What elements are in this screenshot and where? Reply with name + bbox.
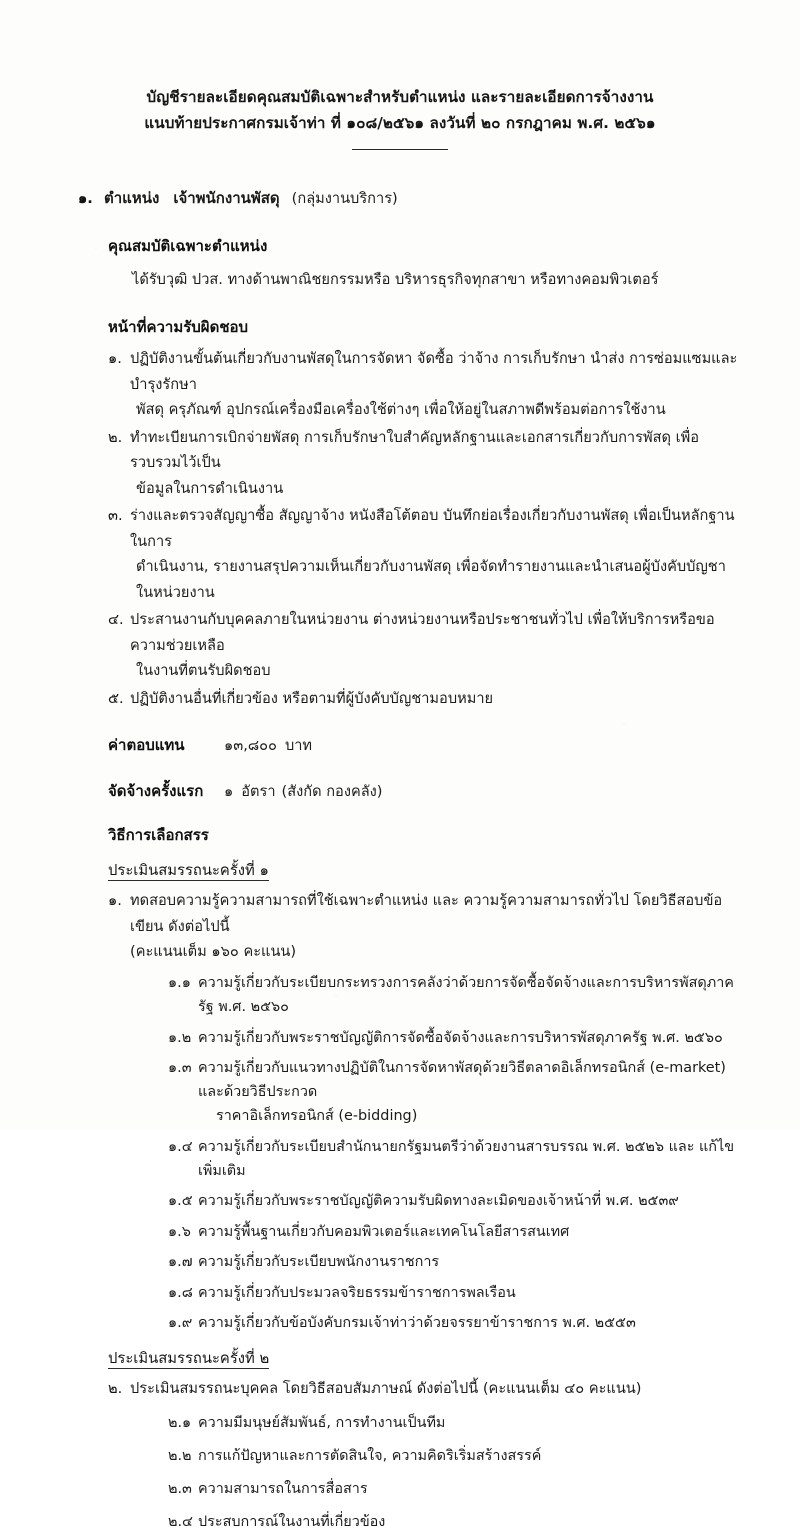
assessment-topic-number: ๑.๓ [168, 1060, 192, 1076]
header-title-line-2: แนบท้ายประกาศกรมเจ้าท่า ที่ ๑๐๘/๒๕๖๑ ลงวันที่ ๒๐ กรกฎาคม พ.ศ. ๒๕๖๑ [144, 114, 656, 132]
assessment-topic-text: ความรู้เกี่ยวกับระเบียบสำนักนายกรัฐมนตรีว่าด้วยงานสารบรรณ พ.ศ. ๒๕๒๖ และ แก้ไขเพิ่มเติม [198, 1138, 735, 1179]
assessment-topic-text: ความสามารถในการสื่อสาร [198, 1480, 368, 1497]
assessment-round-2-topics [58, 1411, 742, 1534]
responsibility-line-1: ร่างและตรวจสัญญาซื้อ สัญญาจ้าง หนังสือโต้ตอบ บันทึกย่อเรื่องเกี่ยวกับงานพัสดุ เพื่อเป็นหลักฐานในการ [130, 507, 735, 550]
responsibility-line-1: ปฏิบัติงานขั้นต้นเกี่ยวกับงานพัสดุในการจัดหา จัดซื้อ ว่าจ้าง การเก็บรักษา นำส่ง การซ่อมแซมและบำรุงรักษา [130, 350, 738, 393]
position-number: ๑. [78, 190, 93, 207]
assessment-topic [168, 1250, 742, 1274]
assessment-round-1-heading: ประเมินสมรรถนะครั้งที่ ๑ [108, 862, 269, 879]
responsibility-item [108, 503, 742, 605]
assessment-round-1-topics [58, 971, 742, 1335]
position-group: (กลุ่มงานบริการ) [291, 190, 398, 207]
responsibility-number: ๒. [108, 428, 123, 446]
responsibility-line-1: ทำทะเบียนการเบิกจ่ายพัสดุ การเก็บรักษาใบสำคัญหลักฐานและเอกสารเกี่ยวกับการพัสดุ เพื่อรวบรวมไว้เป็น [130, 428, 699, 471]
assessment-topic-number: ๒.๑ [168, 1414, 192, 1431]
assessment-topic [168, 1510, 742, 1534]
document-header [0, 0, 800, 150]
assessment-topic-number: ๒.๓ [168, 1480, 192, 1497]
position-name: เจ้าพนักงานพัสดุ [173, 189, 280, 207]
responsibility-line-2: พัสดุ ครุภัณฑ์ อุปกรณ์เครื่องมือเครื่องใช้ต่างๆ เพื่อให้อยู่ในสภาพดีพร้อมต่อการใช้งาน [136, 401, 666, 418]
responsibility-number: ๕. [108, 689, 124, 707]
responsibility-number: ๓. [108, 507, 123, 524]
first-hire-division: (สังกัด กองคลัง) [281, 783, 383, 800]
assessment-topic-text [198, 1056, 742, 1128]
responsibility-text [130, 686, 742, 712]
assessment-topic-number: ๑.๑ [168, 975, 191, 991]
responsibility-line-1: ประสานงานกับบุคคลภายในหน่วยงาน ต่างหน่วยงานหรือประชาชนทั่วไป เพื่อให้บริการหรือขอความช่วยเหลือ [130, 611, 715, 654]
qualifications-text: ได้รับวุฒิ ปวส. ทางด้านพาณิชยกรรมหรือ บริหารธุรกิจทุกสาขา หรือทางคอมพิวเตอร์ [132, 271, 659, 288]
responsibility-text [130, 503, 742, 605]
assessment-topic [168, 1281, 742, 1305]
assessment-topic [168, 1135, 742, 1183]
assessment-topic-number: ๑.๖ [168, 1223, 191, 1240]
responsibility-text [130, 607, 742, 684]
responsibility-line-1: ปฏิบัติงานอื่นที่เกี่ยวข้อง หรือตามที่ผู้บังคับบัญชามอบหมาย [130, 689, 494, 707]
assessment-topic-text: ความรู้เกี่ยวกับระเบียบพนักงานราชการ [198, 1254, 440, 1270]
responsibility-line-2: ข้อมูลในการดำเนินงาน [136, 479, 284, 497]
assessment-round-2-number: ๒. [108, 1380, 123, 1397]
first-hire-value [224, 780, 382, 803]
header-divider-rule [352, 149, 448, 150]
assessment-topic [168, 1444, 742, 1468]
assessment-topic-line-2: ราคาอิเล็กทรอนิกส์ (e-bidding) [216, 1108, 418, 1124]
assessment-topic-number: ๑.๘ [168, 1284, 193, 1301]
assessment-topic [168, 1189, 742, 1213]
assessment-topic [168, 971, 742, 1019]
assessment-topic-text: ความมีมนุษย์สัมพันธ์, การทำงานเป็นทีม [198, 1414, 446, 1431]
responsibility-line-2: ในงานที่ตนรับผิดชอบ [136, 662, 271, 679]
first-hire-count: ๑ [224, 783, 234, 800]
position-label: ตำแหน่ง [104, 189, 160, 207]
responsibility-number: ๑. [108, 350, 122, 367]
assessment-topic-text: ความรู้เกี่ยวกับประมวลจริยธรรมข้าราชการพลเรือน [198, 1284, 516, 1301]
header-title-line-1: บัญชีรายละเอียดคุณสมบัติเฉพาะสำหรับตำแหน่ง และรายละเอียดการจ้างงาน [146, 88, 654, 106]
assessment-topic-number: ๒.๔ [168, 1513, 193, 1530]
responsibility-item [108, 425, 742, 502]
responsibility-text [130, 346, 742, 423]
responsibility-line-2: ดำเนินงาน, รายงานสรุปความเห็นเกี่ยวกับงานพัสดุ เพื่อจัดทำรายงานและนำเสนอผู้บังคับบัญชาในหน่วยงาน [136, 558, 726, 601]
position-heading [58, 186, 742, 211]
responsibilities-heading: หน้าที่ความรับผิดชอบ [108, 318, 249, 336]
document-body [0, 186, 800, 1534]
assessment-topic [168, 1411, 742, 1435]
assessment-round-1-intro-line-1: ทดสอบความรู้ความสามารถที่ใช้เฉพาะตำแหน่ง และ ความรู้ความสามารถทั่วไป โดยวิธีสอบข้อเขียน ดังต่อไปนี้ [130, 892, 723, 935]
assessment-topic-number: ๒.๒ [168, 1447, 192, 1464]
assessment-round-2-intro-text: ประเมินสมรรถนะบุคคล โดยวิธีสอบสัมภาษณ์ ดังต่อไปนี้ (คะแนนเต็ม ๔๐ คะแนน) [130, 1380, 642, 1397]
compensation-row [58, 733, 742, 757]
assessment-topic [168, 1220, 742, 1244]
responsibility-number: ๔. [108, 611, 124, 628]
responsibilities-list [58, 346, 742, 711]
compensation-value [224, 734, 312, 757]
first-hire-label: จัดจ้างครั้งแรก [108, 782, 204, 800]
assessment-topic-number: ๑.๔ [168, 1138, 193, 1155]
responsibility-item [108, 607, 742, 684]
assessment-topic-number: ๑.๙ [168, 1315, 193, 1331]
responsibility-text [130, 425, 742, 502]
compensation-unit: บาท [284, 737, 313, 754]
first-hire-row [58, 779, 742, 803]
assessment-topic-text: ความรู้เกี่ยวกับข้อบังคับกรมเจ้าท่าว่าด้วยจรรยาข้าราชการ พ.ศ. ๒๕๕๓ [198, 1315, 636, 1331]
assessment-topic [168, 1056, 742, 1128]
assessment-round-2-intro [58, 1376, 742, 1402]
assessment-topic [168, 1477, 742, 1501]
assessment-topic-text: ความรู้เกี่ยวกับพระราชบัญญัติการจัดซื้อจัดจ้างและการบริหารพัสดุภาครัฐ พ.ศ. ๒๕๖๐ [198, 1029, 723, 1046]
first-hire-unit: อัตรา [241, 783, 276, 800]
compensation-amount: ๑๓,๘๐๐ [224, 737, 277, 754]
assessment-topic [168, 1026, 742, 1050]
assessment-topic-line-1: ความรู้เกี่ยวกับแนวทางปฏิบัติในการจัดหาพัสดุด้วยวิธีตลาดอิเล็กทรอนิกส์ (e-market) และด้วยวิธีประกวด [198, 1060, 726, 1100]
assessment-topic-number: ๑.๒ [168, 1029, 192, 1046]
assessment-topic-text: ความรู้พื้นฐานเกี่ยวกับคอมพิวเตอร์และเทคโนโลยีสารสนเทศ [198, 1223, 570, 1240]
responsibility-item [108, 346, 742, 423]
assessment-round-2-heading: ประเมินสมรรถนะครั้งที่ ๒ [108, 1350, 270, 1367]
qualifications-heading: คุณสมบัติเฉพาะตำแหน่ง [108, 237, 268, 255]
assessment-round-1-max-score: (คะแนนเต็ม ๑๖๐ คะแนน) [130, 943, 297, 960]
assessment-topic [168, 1311, 742, 1335]
assessment-round-1-number: ๑. [108, 892, 122, 909]
compensation-label: ค่าตอบแทน [108, 736, 185, 754]
assessment-topic-text: การแก้ปัญหาและการตัดสินใจ, ความคิดริเริ่มสร้างสรรค์ [198, 1447, 542, 1464]
assessment-topic-text: ประสบการณ์ในงานที่เกี่ยวข้อง [198, 1513, 386, 1530]
selection-method-heading: วิธีการเลือกสรร [108, 826, 209, 844]
assessment-topic-text: ความรู้เกี่ยวกับพระราชบัญญัติความรับผิดทางละเมิดของเจ้าหน้าที่ พ.ศ. ๒๕๓๙ [198, 1193, 679, 1209]
assessment-round-1-intro [58, 888, 742, 965]
assessment-topic-text: ความรู้เกี่ยวกับระเบียบกระทรวงการคลังว่าด้วยการจัดซื้อจัดจ้างและการบริหารพัสดุภาครัฐ พ.ศ. ๒๕๖๐ [198, 975, 734, 1015]
responsibility-item [108, 686, 742, 712]
assessment-topic-number: ๑.๗ [168, 1254, 193, 1270]
assessment-topic-number: ๑.๕ [168, 1193, 193, 1209]
